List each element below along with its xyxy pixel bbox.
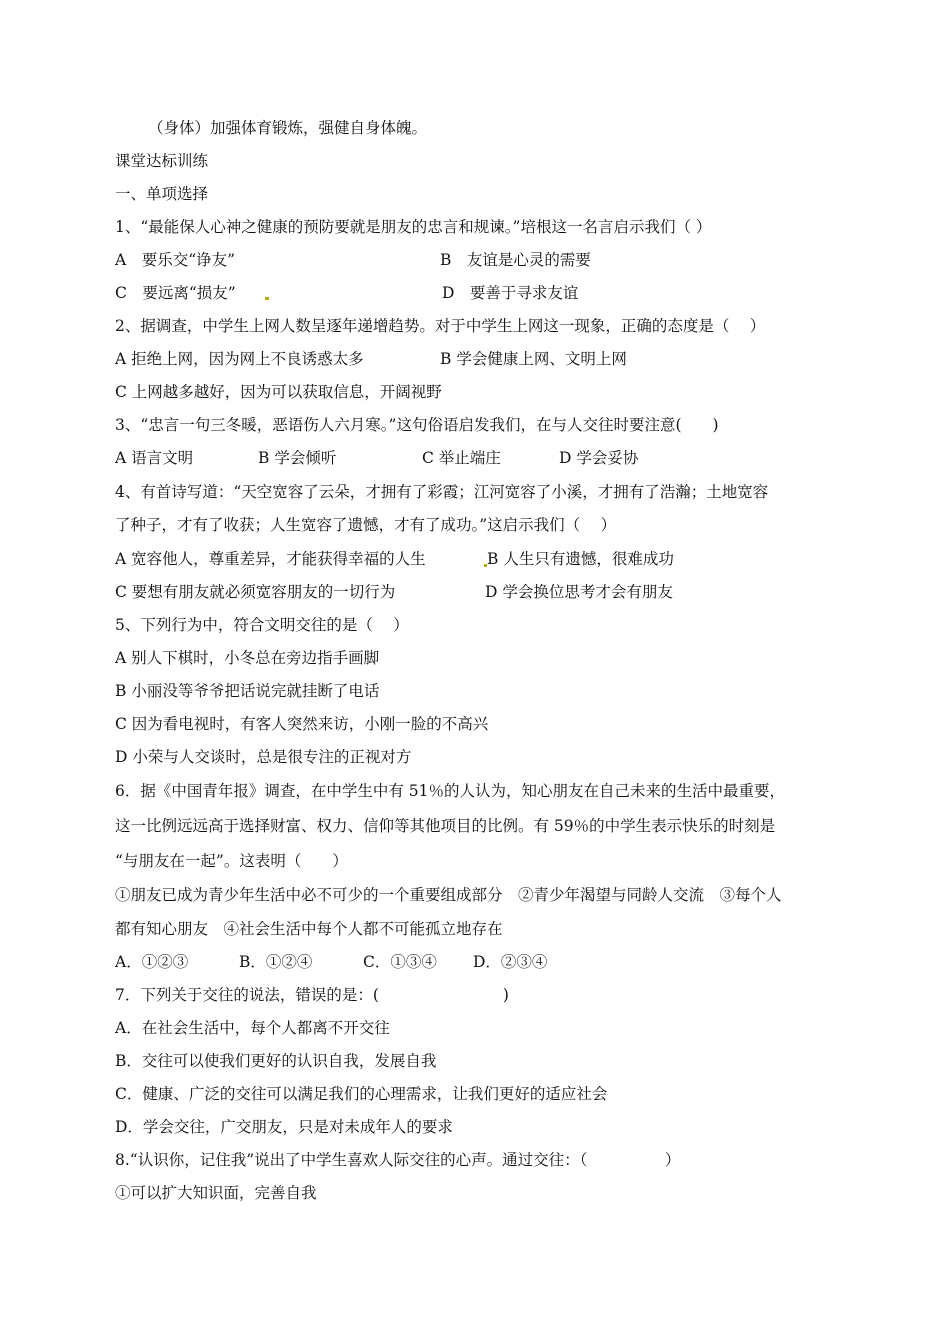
q6-option-a: A．①②③ [115, 953, 189, 971]
q1-option-d: D 要善于寻求友谊 [442, 284, 579, 302]
question-1: 1、“最能保人心神之健康的预防要就是朋友的忠言和规谏。”培根这一名言启示我们（ ） [115, 218, 712, 236]
q3-option-c: C 举止端庄 [422, 449, 501, 467]
q6-option-b: B．①②④ [239, 953, 313, 971]
q3-option-a: A 语言文明 [115, 449, 194, 467]
q3-option-b: B 学会倾听 [258, 449, 337, 467]
question-3: 3、“忠言一句三冬暖，恶语伤人六月寒。”这句俗语启发我们，在与人交往时要注意( ) [115, 416, 719, 434]
q6-option-c: C．①③④ [363, 953, 437, 971]
q5-option-a: A 别人下棋时，小冬总在旁边指手画脚 [115, 649, 380, 667]
q7-option-a: A．在社会生活中，每个人都离不开交往 [115, 1019, 390, 1037]
yellow-mark [265, 297, 269, 300]
q6-option-d: D．②③④ [473, 953, 548, 971]
q8-statement-1: ①可以扩大知识面，完善自我 [115, 1184, 317, 1202]
question-5: 5、下列行为中，符合文明交往的是（ ） [115, 616, 409, 634]
q5-option-d: D 小荣与人交谈时，总是很专注的正视对方 [115, 748, 412, 766]
question-6-line-3: “与朋友在一起”。这表明（ ） [115, 852, 348, 870]
q6-statements-line-1: ①朋友已成为青少年生活中必不可少的一个重要组成部分 ②青少年渴望与同龄人交流 ③每个人 [115, 886, 782, 904]
q5-option-c: C 因为看电视时，有客人突然来访，小刚一脸的不高兴 [115, 715, 489, 733]
question-6-line-1: 6．据《中国青年报》调查，在中学生中有 51％的人认为，知心朋友在自己未来的生活中最重要， [115, 782, 786, 800]
question-4-line-2: 了种子，才有了收获；人生宽容了遗憾，才有了成功。”这启示我们（ ） [115, 516, 617, 534]
q4-option-a: A 宽容他人，尊重差异，才能获得幸福的人生 [115, 550, 426, 568]
text-line: （身体）加强体育锻炼，强健自身体魄。 [148, 119, 428, 137]
q2-option-c: C 上网越多越好，因为可以获取信息，开阔视野 [115, 383, 442, 401]
q7-option-c: C．健康、广泛的交往可以满足我们的心理需求，让我们更好的适应社会 [115, 1085, 608, 1103]
q1-option-c: C 要远离“损友” [115, 284, 236, 302]
q4-option-b: B 人生只有遗憾，很难成功 [487, 550, 674, 568]
question-7: 7．下列关于交往的说法，错误的是：( ) [115, 986, 509, 1004]
section-subtitle: 一、单项选择 [115, 185, 209, 203]
q6-statements-line-2: 都有知心朋友 ④社会生活中每个人都不可能孤立地存在 [115, 920, 503, 938]
q1-option-a: A 要乐交“诤友” [115, 251, 236, 269]
question-8: 8.“认识你，记住我”说出了中学生喜欢人际交往的心声。通过交往：（ ） [115, 1151, 681, 1169]
section-title: 课堂达标训练 [115, 152, 209, 170]
q5-option-b: B 小丽没等爷爷把话说完就挂断了电话 [115, 682, 380, 700]
q3-option-d: D 学会妥协 [559, 449, 639, 467]
q2-option-b: B 学会健康上网、文明上网 [440, 350, 627, 368]
question-4-line-1: 4、有首诗写道：“天空宽容了云朵，才拥有了彩霞；江河宽容了小溪，才拥有了浩瀚；土地宽容 [115, 483, 769, 501]
question-2: 2、据调查，中学生上网人数呈逐年递增趋势。对于中学生上网这一现象，正确的态度是（ ） [115, 317, 766, 335]
question-6-line-2: 这一比例远远高于选择财富、权力、信仰等其他项目的比例。有 59％的中学生表示快乐的时刻是 [115, 817, 776, 835]
q1-option-b: B 友谊是心灵的需要 [440, 251, 591, 269]
q4-option-c: C 要想有朋友就必须宽容朋友的一切行为 [115, 583, 396, 601]
q7-option-d: D．学会交往，广交朋友，只是对未成年人的要求 [115, 1118, 453, 1136]
q7-option-b: B．交往可以使我们更好的认识自我，发展自我 [115, 1052, 437, 1070]
q4-option-d: D 学会换位思考才会有朋友 [485, 583, 673, 601]
q2-option-a: A 拒绝上网，因为网上不良诱惑太多 [115, 350, 364, 368]
